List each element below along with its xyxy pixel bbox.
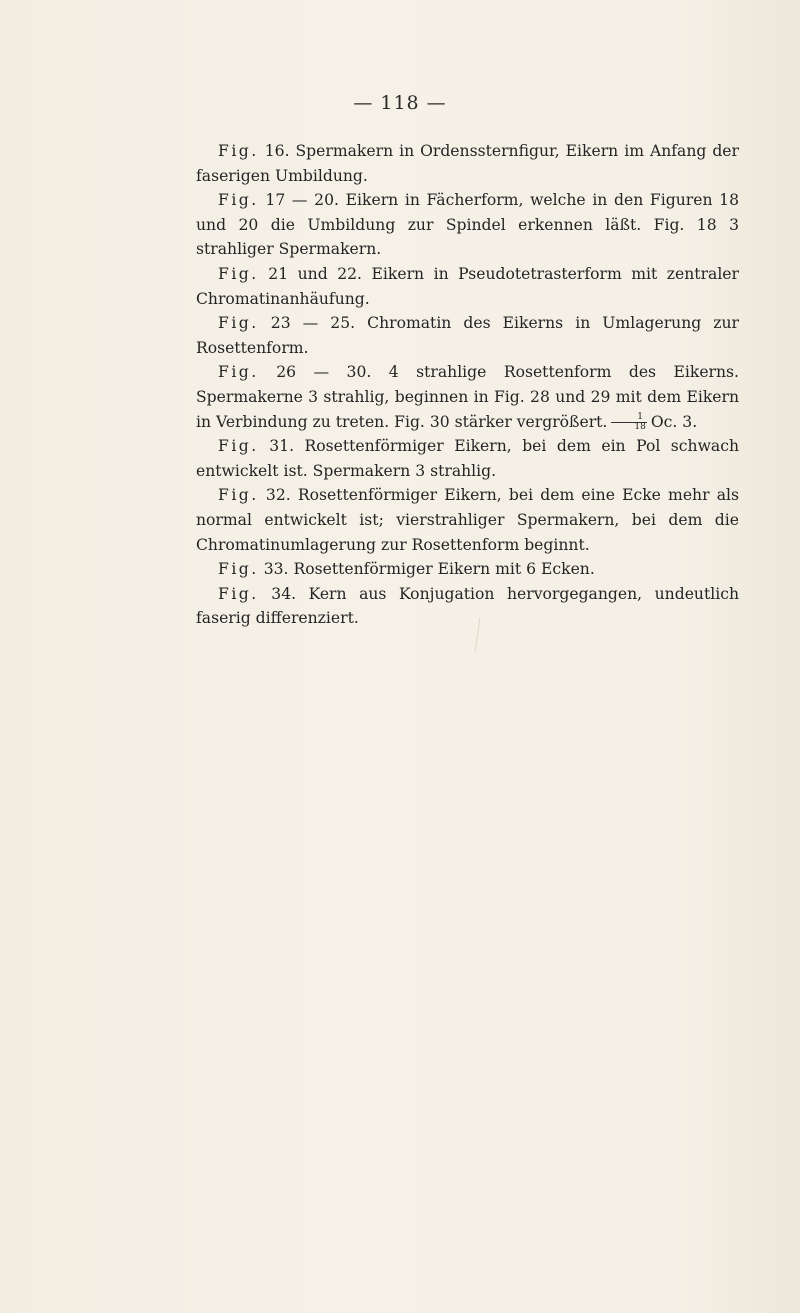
caption-text: 26 — 30. 4 strahlige Rosettenform des Eikerns. Spermakerne 3 strahlig, beginnen in Fig. 28 und 29 mit dem Eikern in Verbindung zu treten. Fig. 30 stärker vergrößert. (196, 363, 739, 431)
caption-fig-31 (196, 434, 739, 483)
caption-label: Fig. (218, 142, 259, 160)
caption-label: Fig. (218, 584, 259, 603)
caption-fig-23-25 (196, 311, 739, 360)
caption-label: Fig. (218, 314, 259, 333)
caption-fig-26-30 (196, 360, 739, 434)
caption-text: 33. Rosettenförmiger Eikern mit 6 Ecken. (258, 560, 595, 579)
caption-label: Fig. (218, 560, 259, 579)
caption-fig-34 (196, 582, 739, 631)
caption-fig-17-20 (196, 188, 739, 262)
page-number: — 118 — (353, 92, 447, 114)
caption-label: Fig. (218, 191, 259, 210)
caption-fig-16 (196, 139, 739, 188)
caption-text: 31. Rosettenförmiger Eikern, bei dem ein Pol schwach entwickelt ist. Spermakern 3 strahlig. (196, 437, 739, 480)
caption-text: 34. Kern aus Konjugation hervorgegangen, undeutlich faserig differenziert. (196, 584, 739, 628)
caption-label: Fig. (218, 437, 259, 456)
caption-text: 21 und 22. Eikern in Pseudotetrasterform mit zentraler Chromatinanhäufung. (196, 264, 739, 308)
caption-text: 17 — 20. Eikern in Fächerform, welche in den Figuren 18 und 20 die Umbildung zur Spindel erkennen läßt. Fig. 18 3 strahliger Spermakern. (196, 191, 739, 259)
fraction-numerator: 1 (611, 413, 646, 423)
fraction-denominator: 18 (634, 422, 646, 433)
caption-label: Fig. (218, 264, 259, 283)
caption-fig-33 (196, 557, 739, 582)
caption-text-after: Oc. 3. (650, 412, 698, 431)
caption-fig-32 (196, 483, 739, 557)
figure-captions (196, 139, 739, 631)
caption-text: 23 — 25. Chromatin des Eikerns in Umlagerung zur Rosettenform. (196, 314, 739, 357)
caption-text: 32. Rosettenförmiger Eikern, bei dem eine Ecke mehr als normal entwickelt ist; vierstrahliger Spermakern, bei dem die Chromatinumlagerung zur Rosettenform beginnt. (196, 486, 739, 554)
caption-fig-21-22 (196, 262, 739, 311)
caption-text: 16. Spermakern in Ordenssternfigur, Eikern im Anfang der faserigen Umbildung. (196, 142, 739, 185)
caption-label: Fig. (218, 486, 259, 505)
magnification-fraction (611, 413, 646, 432)
caption-label: Fig. (218, 363, 259, 382)
